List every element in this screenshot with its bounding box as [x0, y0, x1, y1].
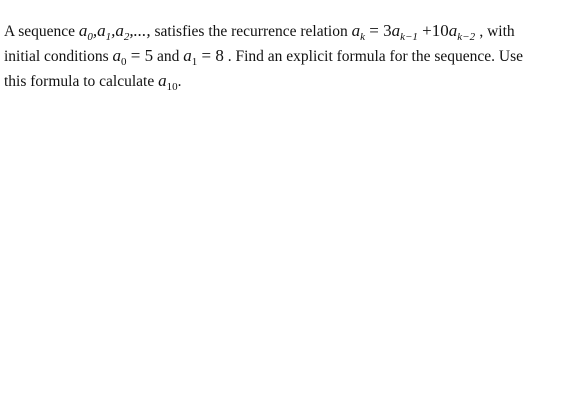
initial-condition-a1: $a_1 = 8$: [183, 46, 224, 68]
text: this formula to calculate: [4, 73, 159, 90]
text: . Find an explicit formula for the sequence. Use: [227, 48, 523, 65]
problem-line-3: [4, 68, 570, 93]
text: A sequence: [4, 23, 79, 40]
problem-line-1: [4, 18, 570, 43]
problem-line-2: [4, 43, 570, 68]
problem-statement: [4, 18, 570, 93]
initial-condition-a0: $a_0 = 5$: [112, 46, 154, 68]
recurrence-relation: $a_k = 3a_{k-1} +10a_{k-2}$: [351, 21, 476, 43]
target-term: $a_{10}$: [158, 71, 178, 93]
text: and: [156, 48, 184, 65]
text: initial conditions: [4, 48, 113, 65]
text: satisfies the recurrence relation: [154, 23, 352, 40]
sequence-terms: $a_0,a_1,a_2$,...,: [78, 21, 151, 43]
text: , with: [479, 23, 515, 40]
text: .: [177, 73, 182, 90]
